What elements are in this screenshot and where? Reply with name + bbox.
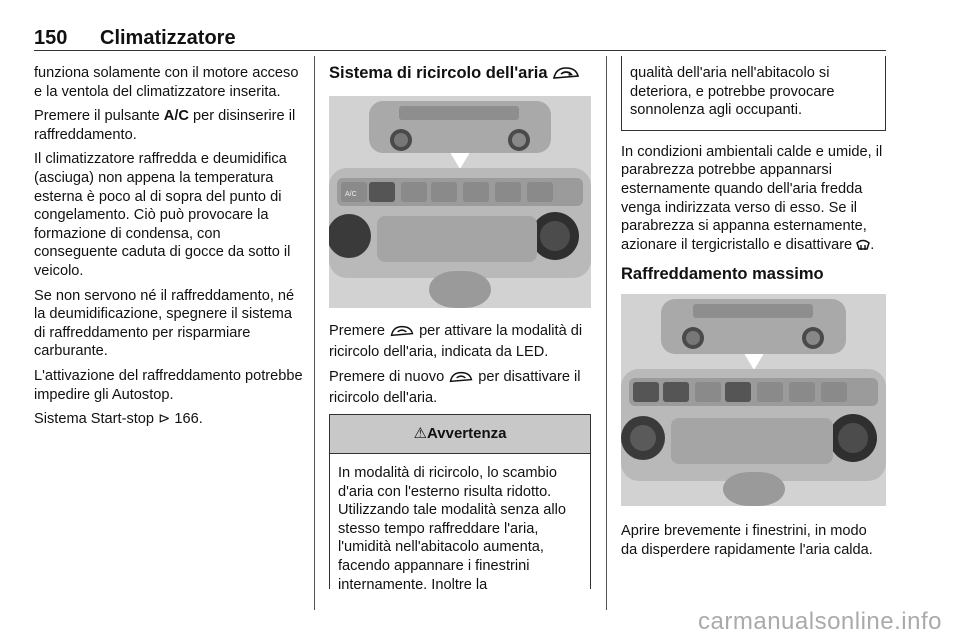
section-heading: Raffreddamento massimo — [621, 265, 824, 284]
page-reference[interactable]: 166. — [174, 411, 203, 428]
warning-icon: ⚠ — [413, 424, 427, 442]
warning-title: Avvertenza — [426, 424, 507, 442]
page-ref-icon: ⊳ — [158, 411, 171, 428]
warning-box — [329, 414, 591, 593]
text: per disattivare il ricircolo dell'aria. — [329, 368, 581, 407]
paragraph — [329, 322, 591, 362]
paragraph: funziona solamente con il motore acceso e la ventola del climatizzatore inserita. — [34, 65, 299, 100]
text: Premere il pulsante — [34, 108, 164, 125]
paragraph: L'attivazione del raffreddamento potrebbe impedire gli Autostop. — [34, 367, 303, 403]
paragraph — [34, 410, 304, 429]
recirculation-icon — [389, 324, 415, 344]
page-header — [34, 27, 236, 50]
column-divider-2 — [606, 56, 607, 610]
paragraph: Se non servono né il raffreddamento, né la deumidificazione, spegnere il sistema di raffreddamento per risparmiare carburante. — [34, 287, 295, 360]
warning-header — [330, 415, 590, 454]
column-1 — [34, 64, 304, 435]
ac-label: A/C — [345, 190, 357, 198]
climate-panel-photo — [329, 96, 591, 308]
recirculation-icon — [552, 65, 580, 86]
text: Premere di nuovo — [329, 368, 449, 385]
windscreen-demist-icon — [856, 237, 870, 258]
ac-button-label: A/C — [163, 108, 189, 125]
text: per attivare la modalità di ricircolo dell'aria, indicata da LED. — [329, 322, 583, 361]
page-number: 150 — [34, 27, 68, 49]
recirculation-icon — [448, 370, 474, 390]
paragraph: Il climatizzatore raffredda e deumidifica (asciuga) non appena la temperatura esterna è poco al di sopra del punto di congelamento. Ciò può provocare la formazione di condensa, con conseguente caduta di gocce da sotto il veicolo. — [34, 151, 291, 279]
column-divider-1 — [314, 56, 315, 610]
text: . — [870, 236, 875, 253]
text: Sistema Start-stop — [34, 411, 155, 428]
section-heading — [329, 64, 591, 86]
warning-text: In modalità di ricircolo, lo scambio d'aria con l'esterno risulta ridotto. Utilizzando tale modalità senza allo stesso tempo raffreddare l'aria, l'umidità nell'abitacolo aumenta, facendo appannare i finestrini internamente. Inoltre la — [338, 464, 566, 593]
column-2 — [329, 64, 591, 593]
paragraph — [621, 143, 886, 258]
text: per disinserire il raffreddamento. — [34, 108, 296, 143]
warning-continuation: qualità dell'aria nell'abitacolo si deteriora, e potrebbe provocare sonnolenza agli occupanti. — [621, 56, 886, 131]
paragraph: Aprire brevemente i finestrini, in modo da disperdere rapidamente l'aria calda. — [621, 522, 873, 558]
column-3 — [621, 64, 886, 565]
heading-text: Sistema di ricircolo dell'aria — [329, 64, 548, 82]
text: In condizioni ambientali calde e umide, il parabrezza potrebbe appannarsi esternamente quando dell'aria fredda venga indirizzata verso di esso. Se il parabrezza si appanna esternamente, azionare il tergicristallo e disattivare — [621, 143, 883, 253]
text: Premere — [329, 322, 390, 339]
footer-watermark: carmanualsonline.info — [698, 608, 942, 635]
paragraph — [34, 107, 304, 144]
climate-panel-photo — [621, 294, 886, 506]
paragraph — [329, 368, 591, 408]
header-rule — [34, 50, 886, 51]
page-title: Climatizzatore — [100, 27, 236, 49]
